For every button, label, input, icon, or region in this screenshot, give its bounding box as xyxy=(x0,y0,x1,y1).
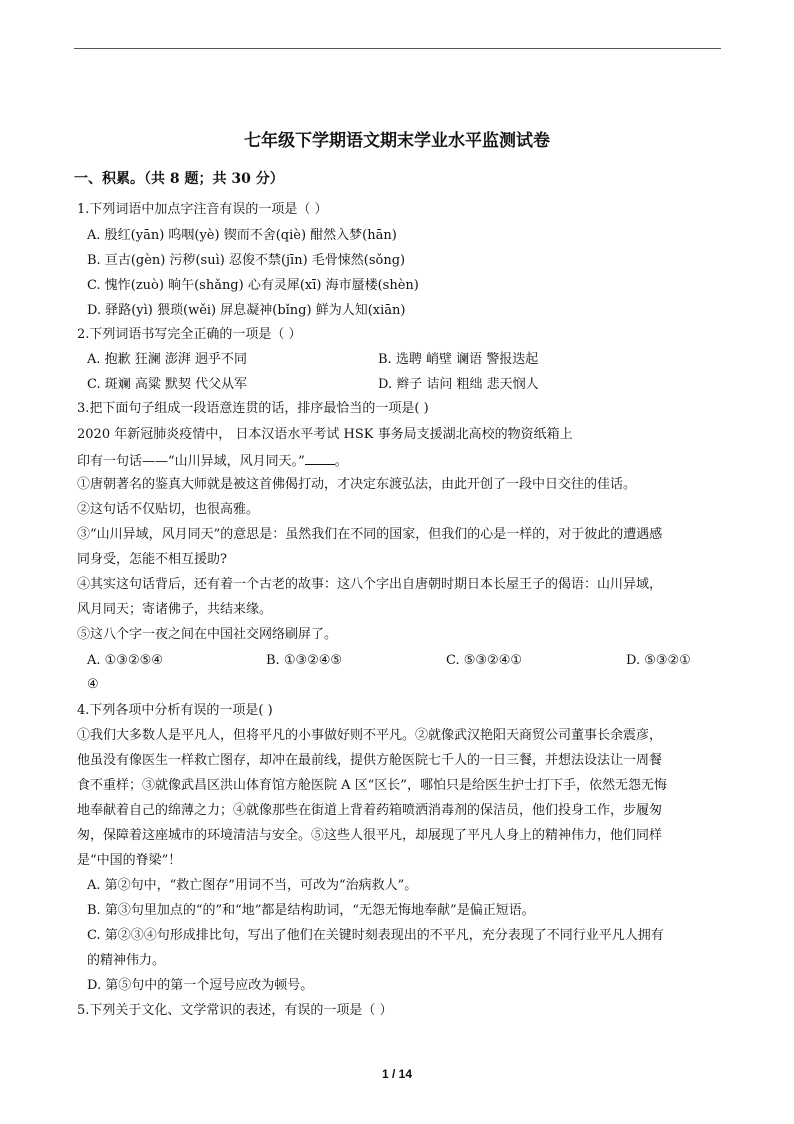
q4-option-a: A. 第②句中，“救亡图存”用词不当，可改为“治病救人”。 xyxy=(87,878,418,893)
q3-passage-line: 2020 年新冠肺炎疫情中， 日本汉语水平考试 HSK 事务局支援湖北高校的物资纸箱上 xyxy=(77,427,573,442)
page-title: 七年级下学期语文期末学业水平监测试卷 xyxy=(244,131,550,151)
q3-sentence-5: ⑤这八个字一夜之间在中国社交网络刷屏了。 xyxy=(77,627,338,642)
q3-option-a: A. ①③②⑤④ xyxy=(87,653,163,668)
q3-sentence-3: ③“山川异域，风月同天”的意思是：虽然我们在不同的国家，但我们的心是一样的，对于彼此的遭遇感 xyxy=(77,527,663,542)
q3-option-d: D. ⑤③②① xyxy=(626,653,691,668)
header-rule xyxy=(74,48,721,49)
q1-option-b: B. 亘古(gèn) 污秽(suì) 忍俊不禁(jīn) 毛骨悚然(sǒng) xyxy=(87,253,406,268)
q2-option-b: B. 选聘 峭壁 谰语 警报迭起 xyxy=(378,352,539,367)
q4-passage-line: 食不重样；③就像武昌区洪山体育馆方舱医院 A 区“区长”，哪怕只是给医生护士打下手，依然无怨无悔 xyxy=(77,778,667,793)
q3-passage-line xyxy=(77,450,348,472)
q4-option-d: D. 第⑤句中的第一个逗号应改为顿号。 xyxy=(87,978,314,993)
q5-stem: 5.下列关于文化、文学常识的表述，有误的一项是（ ） xyxy=(77,1003,393,1018)
q3-option-d-cont: ④ xyxy=(87,677,99,692)
q4-option-c-cont: 的精神伟力。 xyxy=(87,953,166,968)
q3-sentence-3-cont: 同身受，怎能不相互援助? xyxy=(77,552,227,567)
answer-blank xyxy=(305,450,335,465)
q1-stem: 1.下列词语中加点字注音有误的一项是（ ） xyxy=(77,202,328,217)
q3-sentence-2: ②这句话不仅贴切，也很高雅。 xyxy=(77,502,260,517)
q1-option-a: A. 殷红(yān) 呜咽(yè) 锲而不舍(qiè) 酣然入梦(hān) xyxy=(87,228,397,243)
q3-sentence-1: ①唐朝著名的鉴真大师就是被这首佛偈打动，才决定东渡弘法，由此开创了一段中日交往的佳话。 xyxy=(77,477,637,492)
q4-passage-line: 他虽没有像医生一样救亡图存，却冲在最前线，提供方舱医院七千人的一日三餐，并想法设法让一周餐 xyxy=(77,753,663,768)
q4-option-b: B. 第③句里加点的“的”和“地”都是结构助词，“无怨无悔地奉献”是偏正短语。 xyxy=(87,903,535,918)
q4-option-c: C. 第②③④句形成排比句，写出了他们在关键时刻表现出的不平凡，充分表现了不同行业平凡人拥有 xyxy=(87,928,664,943)
q3-sentence-4-cont: 风月同天；寄诸佛子，共结来缘。 xyxy=(77,602,273,617)
q2-option-a: A. 抱歉 狂澜 澎湃 迥乎不同 xyxy=(87,352,248,367)
q4-stem: 4.下列各项中分析有误的一项是( ) xyxy=(77,703,273,718)
q4-passage-line: 地奉献着自己的绵薄之力；④就像那些在街道上背着药箱喷洒消毒剂的保洁员，他们投身工作，步履匆 xyxy=(77,803,663,818)
q2-option-d: D. 辫子 诘问 粗绌 悲天悯人 xyxy=(378,377,539,392)
q4-passage-line: ①我们大多数人是平凡人，但将平凡的小事做好则不平凡。②就像武汉艳阳天商贸公司董事长余震彦， xyxy=(77,728,663,743)
q4-passage-line: 匆，保障着这座城市的环境清洁与安全。⑤这些人很平凡，却展现了平凡人身上的精神伟力，他们同样 xyxy=(77,828,663,843)
q1-option-d: D. 驿路(yì) 猥琐(wěi) 屏息凝神(bǐng) 鲜为人知(xiān) xyxy=(87,303,406,318)
section-heading: 一、积累。（共 8 题；共 30 分） xyxy=(74,171,284,187)
q3-option-c: C. ⑤③②④① xyxy=(446,653,523,668)
page-number: 1 / 14 xyxy=(381,1067,413,1081)
q3-stem: 3.把下面句子组成一段语意连贯的话，排序最恰当的一项是( ) xyxy=(77,401,429,416)
q3-quote: 印有一句话——“山川异域，风月同天。” xyxy=(77,454,305,469)
q3-period: 。 xyxy=(334,454,348,469)
q3-sentence-4: ④其实这句话背后，还有着一个古老的故事：这八个字出自唐朝时期日本长屋王子的偈语：山川异域， xyxy=(77,577,663,592)
q2-option-c: C. 斑斓 高粱 默契 代父从军 xyxy=(87,377,248,392)
q4-passage-line: 是“中国的脊梁”！ xyxy=(77,853,182,868)
q2-stem: 2.下列词语书写完全正确的一项是（ ） xyxy=(77,327,302,342)
q3-option-b: B. ①③②④⑤ xyxy=(266,653,343,668)
q1-option-c: C. 愧怍(zuò) 晌午(shǎng) 心有灵犀(xī) 海市蜃楼(shèn) xyxy=(87,278,419,293)
